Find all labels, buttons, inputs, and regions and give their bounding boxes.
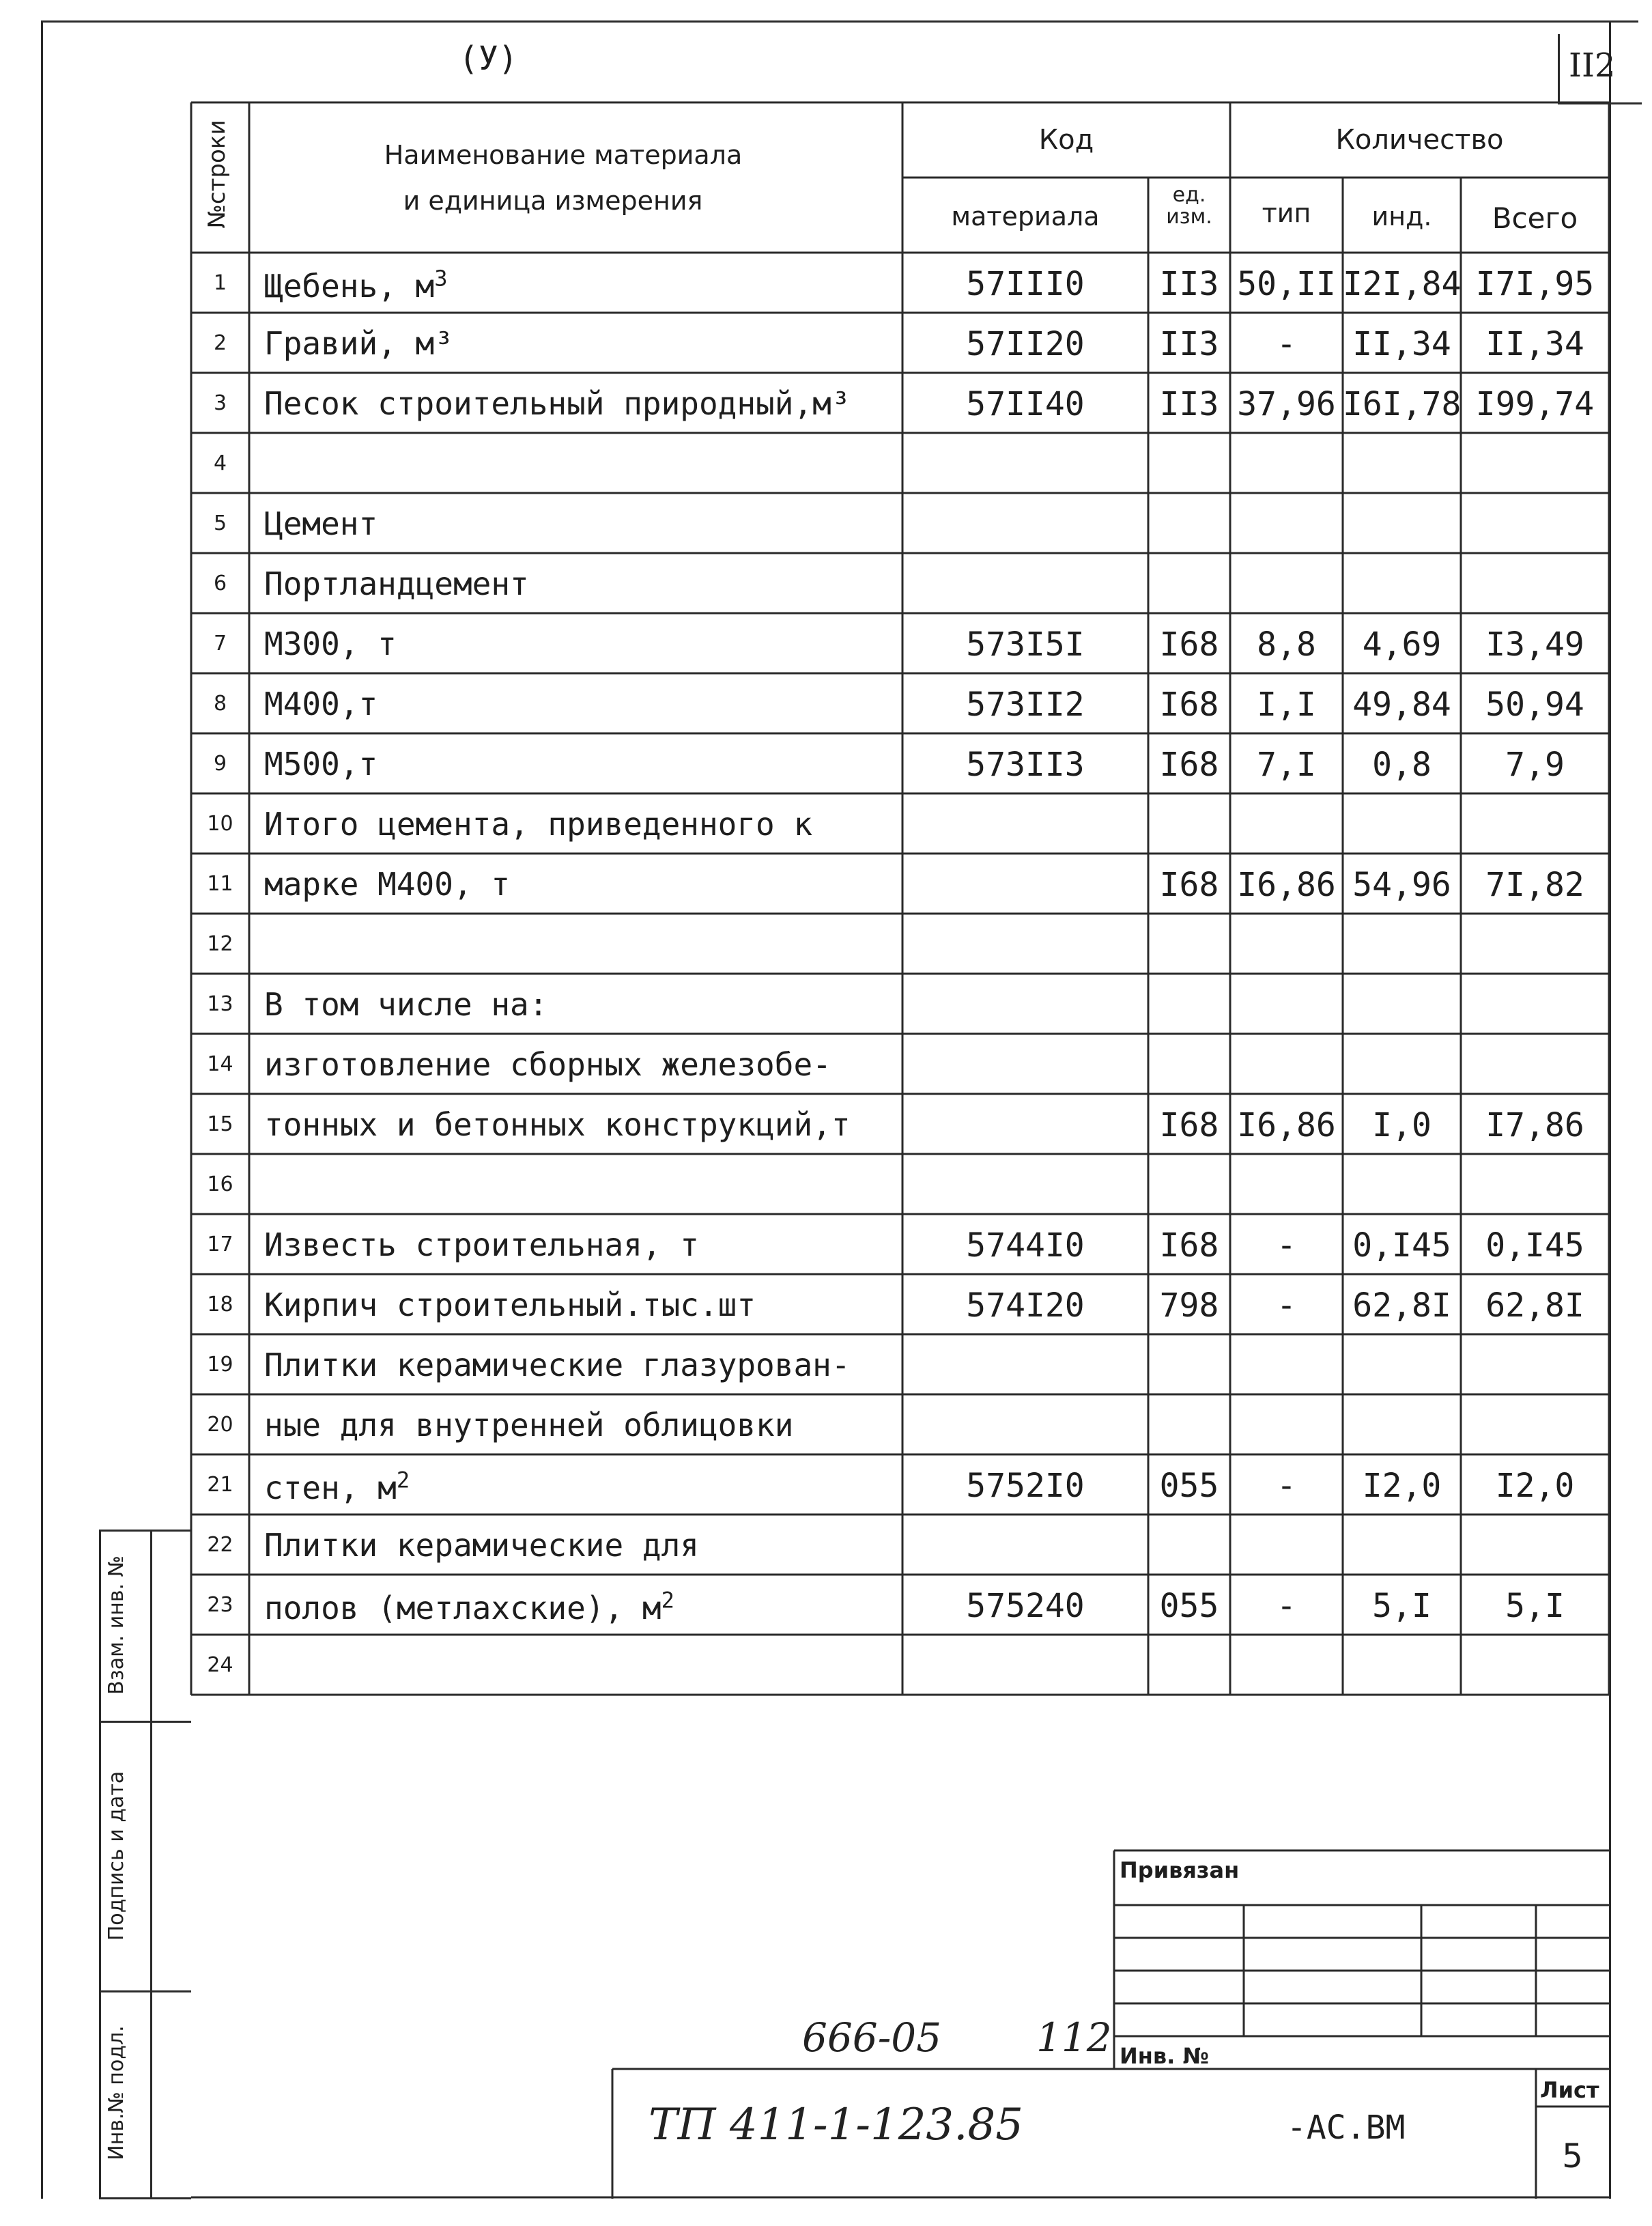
stamp-inv-no: Инв. № <box>1120 2043 1209 2069</box>
material-name-text: Щебень, м <box>264 268 435 305</box>
qty-total: I99,74 <box>1475 385 1595 423</box>
unit-code: II3 <box>1159 325 1219 363</box>
material-name-text: стен, м <box>264 1469 397 1507</box>
qty-ind: II,34 <box>1352 325 1451 363</box>
row-number: 4 <box>213 451 227 475</box>
row-number: 7 <box>213 632 227 656</box>
qty-type: 7,I <box>1257 746 1316 784</box>
qty-type: - <box>1277 1587 1296 1625</box>
qty-total: I7,86 <box>1485 1106 1584 1144</box>
row-number: 23 <box>207 1593 233 1617</box>
qty-ind: 0,8 <box>1372 746 1432 784</box>
qty-ind: 4,69 <box>1362 625 1442 664</box>
row-number: 15 <box>207 1112 233 1136</box>
material-name: В том числе на: <box>264 986 548 1023</box>
header-qty-total: Всего <box>1492 201 1578 235</box>
unit-code: I68 <box>1159 866 1219 904</box>
material-name: Плитки керамические для <box>264 1527 699 1564</box>
row-number: 20 <box>207 1413 233 1437</box>
material-name-text: полов (метлахские), м <box>264 1590 661 1627</box>
qty-total: 7,9 <box>1505 746 1565 784</box>
qty-type: - <box>1277 1467 1296 1505</box>
material-code: 573I5I <box>966 625 1085 664</box>
header-qty-type: тип <box>1262 198 1311 228</box>
row-number: 18 <box>207 1293 233 1316</box>
header-row-number: №строки <box>203 119 231 229</box>
unit-code: II3 <box>1159 385 1219 423</box>
row-number: 17 <box>207 1232 233 1256</box>
page-number: II2 <box>1569 46 1616 85</box>
material-name: Портландцемент <box>264 565 529 602</box>
row-number: 10 <box>207 812 233 836</box>
header-name-line2: и единица измерения <box>403 186 703 216</box>
qty-total: 0,I45 <box>1485 1226 1584 1265</box>
unit-code: 798 <box>1159 1286 1219 1325</box>
material-code: 57II40 <box>966 385 1085 423</box>
unit-code: II3 <box>1159 265 1219 303</box>
row-number: 14 <box>207 1052 233 1076</box>
row-number: 1 <box>213 271 227 295</box>
unit-code: I68 <box>1159 1106 1219 1144</box>
qty-ind: I6I,78 <box>1343 385 1462 423</box>
stamp-sheet-number: 5 <box>1562 2137 1583 2175</box>
row-number: 2 <box>213 331 227 355</box>
material-code: 573II2 <box>966 686 1085 724</box>
unit-code: I68 <box>1159 746 1219 784</box>
side-label-vzam-inv: Взам. инв. № <box>104 1555 128 1695</box>
row-number: 12 <box>207 932 233 956</box>
material-name: ные для внутренней облицовки <box>264 1407 794 1443</box>
qty-total: 5,I <box>1505 1587 1565 1625</box>
header-code-group: Код <box>1038 124 1094 156</box>
material-name: изготовление сборных железобе- <box>264 1046 831 1083</box>
material-code: 574I20 <box>966 1286 1085 1325</box>
qty-total: II,34 <box>1485 325 1584 363</box>
stamp-sheet-label: Лист <box>1540 2077 1599 2103</box>
row-number: 3 <box>213 391 227 415</box>
header-qty-group: Количество <box>1335 124 1504 156</box>
top-mark: (У) <box>459 40 518 78</box>
qty-ind: I2,0 <box>1362 1467 1442 1505</box>
qty-ind: 54,96 <box>1352 866 1451 904</box>
material-code: 573II3 <box>966 746 1085 784</box>
header-qty-ind: инд. <box>1371 201 1432 231</box>
row-number: 22 <box>207 1533 233 1557</box>
unit-code: 055 <box>1159 1587 1219 1625</box>
material-name: М400,т <box>264 686 378 722</box>
stamp-doc-code: ТП 411-1-123.85 <box>649 2100 1023 2150</box>
material-name: тонных и бетонных конструкций,т <box>264 1106 851 1143</box>
material-name: Гравий, м³ <box>264 325 453 362</box>
side-label-podpis-data: Подпись и дата <box>104 1771 128 1941</box>
qty-ind: 62,8I <box>1352 1286 1451 1325</box>
material-code: 57III0 <box>966 265 1085 303</box>
row-number: 24 <box>207 1653 233 1677</box>
qty-ind: I2I,84 <box>1343 265 1462 303</box>
qty-type: I6,86 <box>1237 866 1336 904</box>
qty-type: - <box>1277 1226 1296 1265</box>
material-name: Цемент <box>264 505 378 542</box>
row-number: 16 <box>207 1172 233 1196</box>
unit-superscript: 3 <box>434 266 448 292</box>
material-name: М300, т <box>264 625 397 662</box>
qty-total: I2,0 <box>1495 1467 1575 1505</box>
qty-type: - <box>1277 325 1296 363</box>
material-name: Песок строительный природный,м³ <box>264 385 851 422</box>
qty-ind: 49,84 <box>1352 686 1451 724</box>
qty-total: 62,8I <box>1485 1286 1584 1325</box>
material-code: 575240 <box>966 1587 1085 1625</box>
row-number: 6 <box>213 572 227 595</box>
qty-type: - <box>1277 1286 1296 1325</box>
side-label-inv-podl: Инв.№ подл. <box>104 2025 128 2160</box>
material-name: Кирпич строительный.тыс.шт <box>264 1286 756 1323</box>
unit-superscript: 2 <box>396 1467 410 1493</box>
material-name: Итого цемента, приведенного к <box>264 806 813 843</box>
qty-total: I3,49 <box>1485 625 1584 664</box>
material-code: 57II20 <box>966 325 1085 363</box>
qty-total: 50,94 <box>1485 686 1584 724</box>
unit-code: 055 <box>1159 1467 1219 1505</box>
material-code: 5744I0 <box>966 1226 1085 1265</box>
qty-type: 50,II <box>1237 265 1336 303</box>
header-code-unit: ед. изм. <box>1166 183 1212 229</box>
unit-code: I68 <box>1159 625 1219 664</box>
stamp-privyazan: Привязан <box>1120 1857 1240 1883</box>
header-name-line1: Наименование материала <box>384 140 743 170</box>
row-number: 9 <box>213 752 227 776</box>
qty-total: 7I,82 <box>1485 866 1584 904</box>
material-name: Известь строительная, т <box>264 1226 699 1263</box>
stamp-handwritten-page: 112 <box>1036 2014 1112 2061</box>
unit-code: I68 <box>1159 1226 1219 1265</box>
qty-ind: 0,I45 <box>1352 1226 1451 1265</box>
material-name: М500,т <box>264 746 378 783</box>
qty-ind: 5,I <box>1372 1587 1432 1625</box>
qty-type: I,I <box>1257 686 1316 724</box>
row-number: 5 <box>213 511 227 535</box>
header-code-material: материала <box>951 201 1100 231</box>
qty-ind: I,0 <box>1372 1106 1432 1144</box>
material-name: Плитки керамические глазурован- <box>264 1347 851 1383</box>
qty-type: 37,96 <box>1237 385 1336 423</box>
qty-total: I7I,95 <box>1475 265 1595 303</box>
qty-type: I6,86 <box>1237 1106 1336 1144</box>
row-number: 11 <box>207 872 233 896</box>
material-name: марке М400, т <box>264 866 511 903</box>
row-number: 8 <box>213 692 227 716</box>
row-number: 13 <box>207 992 233 1016</box>
stamp-doc-suffix: -АС.ВМ <box>1287 2109 1406 2147</box>
stamp-handwritten-number: 666-05 <box>802 2014 942 2061</box>
row-number: 21 <box>207 1473 233 1497</box>
material-code: 5752I0 <box>966 1467 1085 1505</box>
row-number: 19 <box>207 1353 233 1377</box>
unit-code: I68 <box>1159 686 1219 724</box>
unit-superscript: 2 <box>661 1588 674 1614</box>
qty-type: 8,8 <box>1257 625 1316 664</box>
